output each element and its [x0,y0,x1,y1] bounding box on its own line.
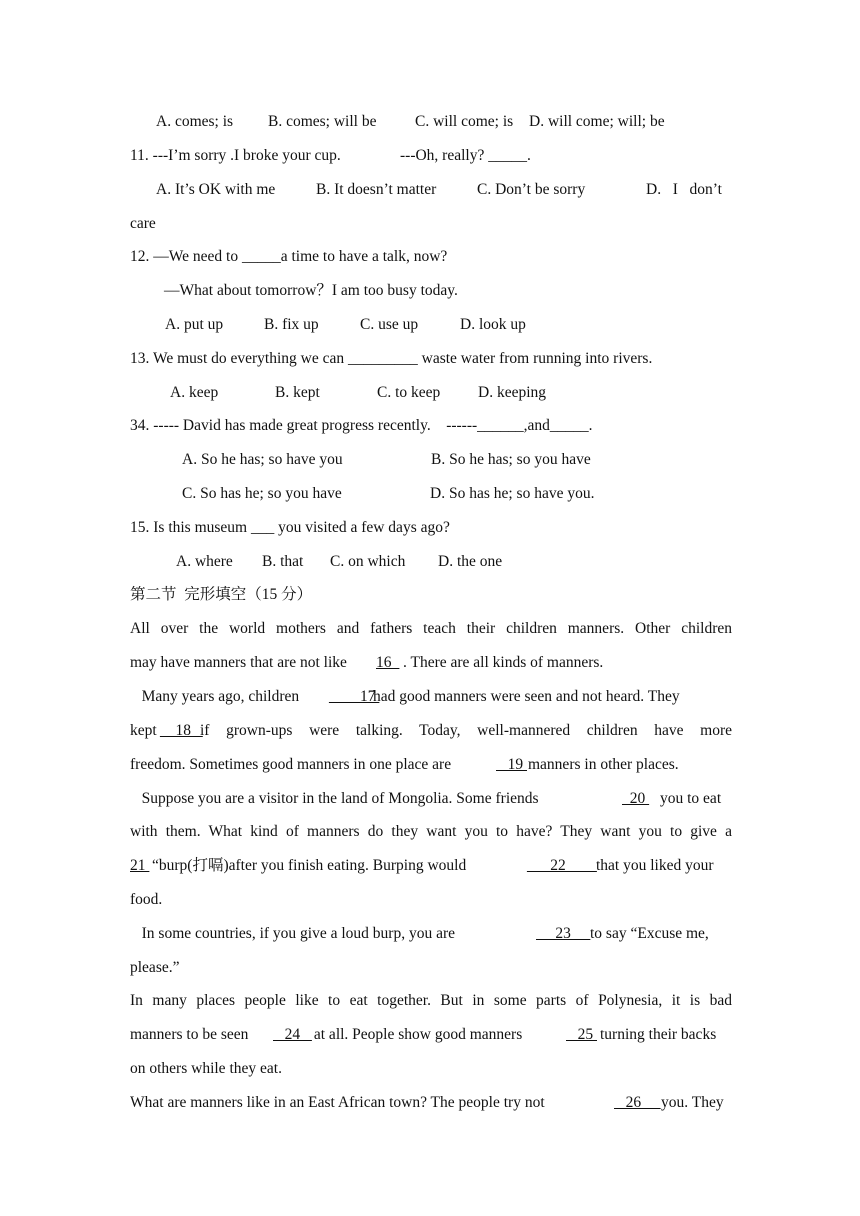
section-heading [130,584,732,606]
passage-text: . There are all kinds of manners. [403,654,604,671]
q12-reply-text: —What about tomorrow？I am too busy today. [164,282,458,299]
passage-line [130,1092,732,1114]
passage-text: that you liked your [596,857,714,874]
passage-line [130,1024,732,1046]
passage-line [130,720,732,742]
q12-option-b: B. fix up [264,316,319,333]
q13-option-a: A. keep [170,384,219,401]
q11-option-d-continuation [130,213,732,235]
blank-21: 21 [130,857,150,874]
q11-option-c: C. Don’t be sorry [477,181,586,198]
q15-option-c: C. on which [330,553,406,570]
passage-text: to say “Excuse me, [590,925,709,942]
passage-text: food. [130,891,163,908]
blank-26: _26 __ [614,1094,661,1111]
q13-option-c: C. to keep [377,384,441,401]
q11-option-d-cont-text: care [130,215,156,232]
blank-18: __18 _ [160,722,203,739]
q11-stem-speaker-b: ---Oh, really? _____. [400,147,531,164]
blank-24: _24 _ [273,1026,312,1043]
passage-text: Suppose you are a visitor in the land of Mongolia. Some friends [130,790,543,807]
passage-line: In many places people like to eat together. But in some parts of Polynesia, it is bad [130,992,732,1009]
q10-options [130,111,732,133]
passage-line [130,923,732,945]
q34-option-a: A. So he has; so have you [182,451,343,468]
q15-option-b: B. that [262,553,304,570]
q12-stem [130,246,732,268]
q11-option-b: B. It doesn’t matter [316,181,437,198]
passage-text: In some countries, if you give a loud burp, you are [130,925,459,942]
q10-option-c: C. will come; is [415,113,514,130]
q12-option-a: A. put up [165,316,224,333]
q13-options [130,382,732,404]
passage-line: with them. What kind of manners do they want you to have? They want you to give a [130,823,732,840]
q10-option-b: B. comes; will be [268,113,377,130]
q13-stem [130,348,732,370]
q34-stem [130,415,732,437]
q15-option-d: D. the one [438,553,503,570]
passage-text: manners in other places. [528,756,679,773]
blank-20: 20 [622,790,650,807]
q11-stem-speaker-a: 11. ---I’m sorry .I broke your cup. [130,147,341,164]
q11-option-a: A. It’s OK with me [156,181,276,198]
passage-line [130,652,732,674]
q11-option-d: D. I don’t [646,181,722,198]
q12-option-c: C. use up [360,316,419,333]
passage-text: freedom. Sometimes good manners in one place are [130,756,455,773]
q34-option-b: B. So he has; so you have [431,451,591,468]
passage-line [130,788,732,810]
passage-text: at all. People show good manners [310,1026,527,1043]
passage-text: manners to be seen [130,1026,253,1043]
section-heading-text: 第二节 完形填空（15 分） [130,586,313,603]
passage-text: please.” [130,959,180,976]
q13-stem-text: 13. We must do everything we can _________ waste water from running into rivers. [130,350,653,367]
passage-line [130,1058,732,1080]
q12-stem-text: 12. —We need to _____a time to have a talk, now? [130,248,448,265]
passage-line: All over the world mothers and fathers teach their children manners. Other children [130,620,732,637]
q13-option-d: D. keeping [478,384,547,401]
q34-options-row2 [130,483,732,505]
passage-line [130,889,732,911]
passage-text: kept [130,722,157,739]
blank-22: ___22____ [527,857,597,874]
q15-stem [130,517,732,539]
passage-text: if grown-ups were talking. Today, well-mannered children have more [200,722,732,739]
q11-stem [130,145,732,167]
passage-line [130,957,732,979]
passage-text: had good manners were seen and not heard. They [373,688,680,705]
q13-option-b: B. kept [275,384,320,401]
passage-text: Many years ago, children [130,688,300,705]
q12-options [130,314,732,336]
passage-text: on others while they eat. [130,1060,282,1077]
passage-line [130,686,732,708]
passage-text: “burp(打嗝)after you finish eating. Burping would [152,857,471,874]
passage-text: you. They [661,1094,724,1111]
q34-option-c: C. So has he; so you have [182,485,342,502]
q34-option-d: D. So has he; so have you. [430,485,595,502]
blank-19: _19 [496,756,527,773]
passage-line [130,855,732,877]
q15-options [130,551,732,573]
q15-stem-text: 15. Is this museum ___ you visited a few days ago? [130,519,450,536]
blank-23: __23 __ [536,925,591,942]
q12-option-d: D. look up [460,316,526,333]
passage-text: turning their backs [600,1026,717,1043]
passage-text: may have manners that are not like [130,654,351,671]
blank-16: 16_ [376,654,400,671]
blank-17: ____17 [329,688,380,705]
blank-25: _25 [566,1026,597,1043]
q10-option-a: A. comes; is [156,113,234,130]
q10-option-d: D. will come; will; be [529,113,665,130]
q34-options-row1 [130,449,732,471]
passage-text: you to eat [660,790,722,807]
q11-options [130,179,732,201]
q12-reply [130,280,732,302]
q15-option-a: A. where [176,553,233,570]
passage-text: What are manners like in an East African town? The people try not [130,1094,549,1111]
passage-line [130,754,732,776]
q34-stem-text: 34. ----- David has made great progress recently. ------______,and_____. [130,417,593,434]
